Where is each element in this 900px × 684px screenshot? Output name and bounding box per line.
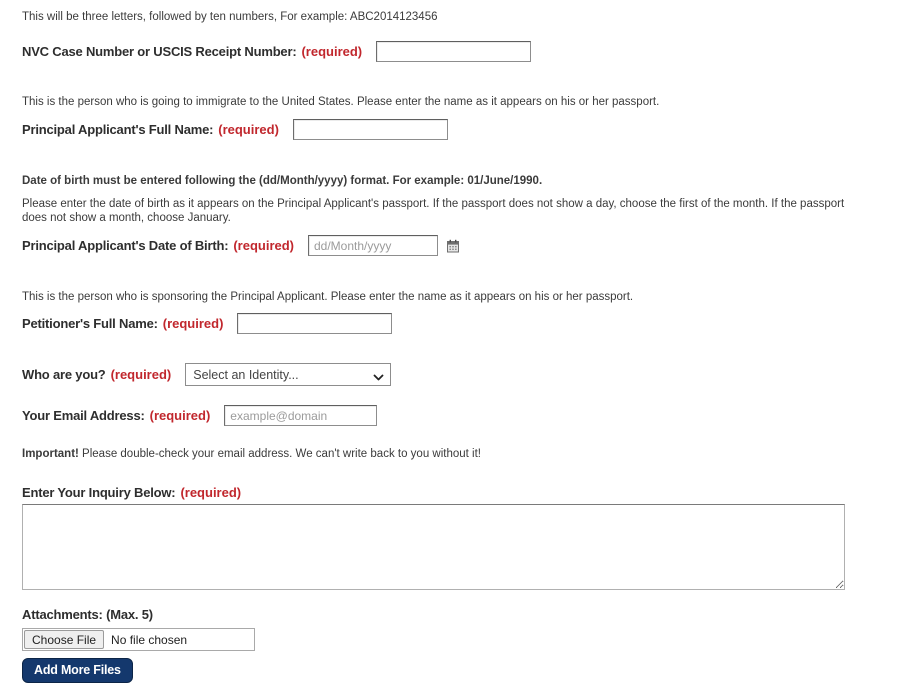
principal-name-helper: This is the person who is going to immigrate to the United States. Please enter the name as it appears on his or her passport. [22, 96, 660, 108]
identity-row [22, 363, 872, 386]
identity-required: (required) [110, 367, 172, 382]
case-number-input[interactable] [376, 41, 531, 62]
case-number-helper: This will be three letters, followed by ten numbers, For example: ABC2014123456 [22, 11, 438, 23]
chevron-down-icon [373, 370, 384, 388]
email-note-text: Please double-check your email address. We can't write back to you without it! [78, 448, 481, 460]
file-upload-field[interactable] [22, 628, 255, 651]
identity-select[interactable] [185, 363, 391, 386]
inquiry-textarea[interactable] [22, 504, 845, 590]
no-file-chosen-text: No file chosen [111, 632, 188, 647]
principal-name-input[interactable] [293, 119, 448, 140]
dob-label: Principal Applicant's Date of Birth: [22, 238, 229, 253]
dob-required: (required) [233, 238, 294, 253]
petitioner-required: (required) [162, 316, 224, 331]
petitioner-input[interactable] [237, 313, 392, 334]
email-note-important: Important! [22, 448, 79, 460]
inquiry-label-row [22, 485, 872, 500]
petitioner-helper: This is the person who is sponsoring the Principal Applicant. Please enter the name as it appears on his or her passport. [22, 291, 634, 303]
choose-file-button[interactable]: Choose File [24, 630, 104, 649]
principal-name-row [22, 119, 872, 140]
email-required: (required) [149, 408, 211, 423]
case-number-row [22, 41, 872, 62]
dob-format-helper: Date of birth must be entered following the (dd/Month/yyyy) format. For example: 01/June/1990. [22, 175, 543, 187]
dob-input[interactable] [308, 235, 438, 256]
case-number-required: (required) [301, 44, 363, 59]
petitioner-row [22, 313, 872, 334]
attachments-label-row [22, 607, 872, 622]
principal-name-required: (required) [218, 122, 279, 137]
attachments-label: Attachments: (Max. 5) [22, 607, 153, 622]
inquiry-required: (required) [180, 485, 242, 500]
email-row [22, 405, 872, 426]
case-number-label: NVC Case Number or USCIS Receipt Number: [22, 44, 297, 59]
identity-selected-value: Select an Identity... [193, 367, 299, 382]
email-input[interactable] [224, 405, 377, 426]
petitioner-label: Petitioner's Full Name: [22, 316, 158, 331]
add-more-files-button[interactable]: Add More Files [22, 658, 133, 683]
inquiry-label: Enter Your Inquiry Below: [22, 485, 176, 500]
identity-label: Who are you? [22, 367, 106, 382]
calendar-icon[interactable] [447, 239, 459, 253]
email-note [22, 447, 872, 461]
principal-name-label: Principal Applicant's Full Name: [22, 122, 214, 137]
dob-row [22, 235, 872, 256]
email-label: Your Email Address: [22, 408, 145, 423]
dob-passport-helper: Please enter the date of birth as it appears on the Principal Applicant's passport. If the passport does not show a day, choose the first of the month. If the passport does not show a month, choose January. [22, 198, 845, 224]
